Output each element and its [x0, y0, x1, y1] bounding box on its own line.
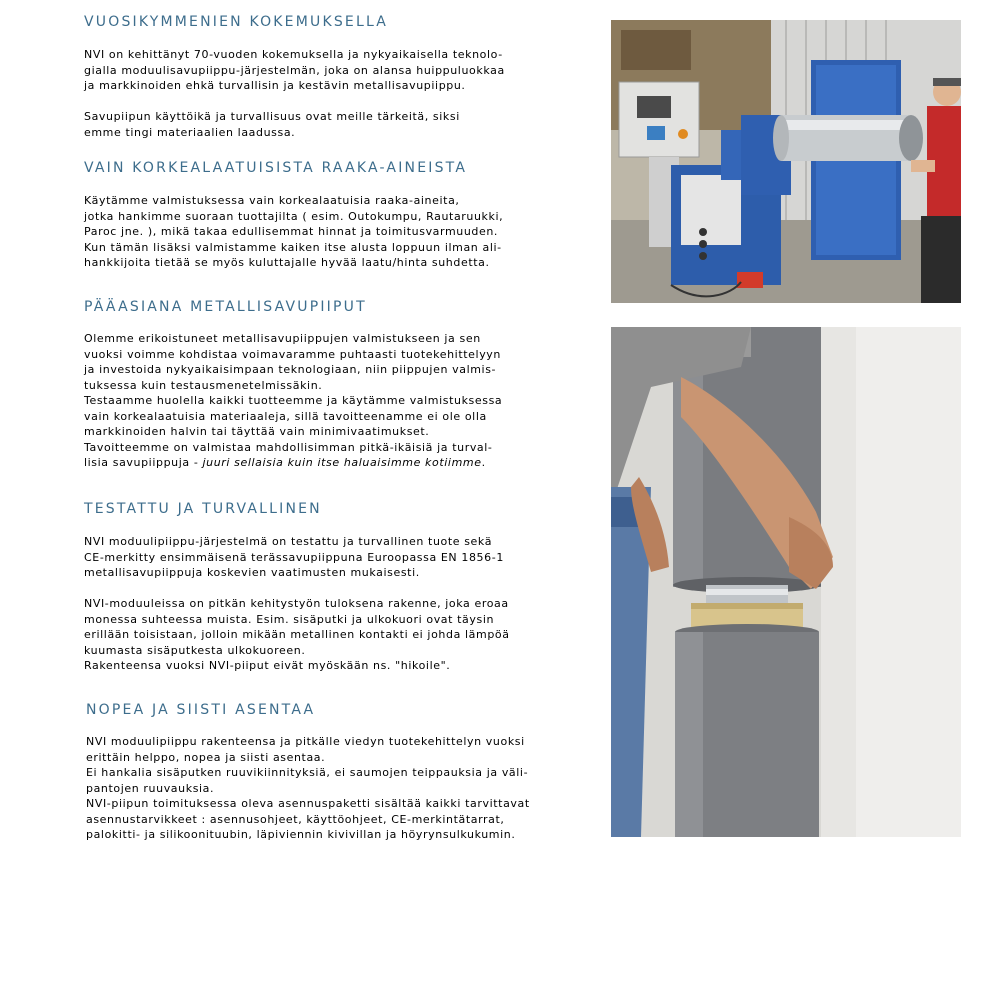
last-line-end: .	[481, 456, 486, 469]
section-paragraph: NVI moduulipiippu-järjestelmä on testattu ja turvallinen tuote sekä CE-merkitty ensimmäisenä terässavupiippuna Euroopassa EN 1856-1 metallisavupiippuja koskevien vaatimusten mukaisesti.	[84, 535, 504, 579]
factory-machine-photo	[611, 20, 961, 303]
section-paragraph: Savupiipun käyttöikä ja turvallisuus ovat meille tärkeitä, siksi emme tingi materiaalien laadussa.	[84, 110, 460, 139]
section-paragraph: NVI moduulipiippu rakenteensa ja pitkälle viedyn tuotekehittelyn vuoksi erittäin helppo, nopea ja siisti asentaa. Ei hankalia sisäputken ruuvikiinnityksiä, ei saumojen teippauksia ja väli- pantojen ruuvauksia. NVI-piipun toimituksessa oleva asennuspaketti sisältää kaikki tarvittavat asennustarvikkeet : asennusohjeet, käyttöohjeet, CE-merkintätarrat, palokitti- ja silikoonituubin, läpiviennin kivivillan ja höyrynsulkukumin.	[86, 735, 530, 841]
section-paragraph: Olemme erikoistuneet metallisavupiippujen valmistukseen ja sen vuoksi voimme kohdistaa voimavaramme puhtaasti tuotekehittelyyn ja investoida nykyaikaisimpaan teknologiaan, niin piippujen valmis- tuksessa kuin testausmenetelmissäkin. Testaamme huolella kaikki tuotteemme ja käytämme valmistuksessa vain korkealaatuisia materiaaleja, sillä tavoitteenamme ei ole olla markkinoiden halvin tai täyttää vain minimivaatimukset. Tavoitteemme on valmistaa mahdollisimman pitkä-ikäisiä ja turval-	[84, 332, 503, 454]
last-line-italic: juuri sellaisia kuin itse haluaisimme kotiimme	[202, 456, 482, 469]
section-paragraph: NVI on kehittänyt 70-vuoden kokemuksella ja nykyaikaisella teknolo- gialla moduulisavupiippu-järjestelmän, joka on alansa huippuluokkaa ja markkinoiden ehkä turvallisin ja kestävin metallisavupiippu.	[84, 48, 505, 92]
section-heading-tested-safe: TESTATTU JA TURVALLINEN	[84, 501, 322, 517]
section-paragraph: NVI-moduuleissa on pitkän kehitystyön tuloksena rakenne, joka eroaa monessa suhteessa muista. Esim. sisäputki ja ulkokuori ovat täysin erillään toisistaan, jolloin mikään metallinen kontakti ei johda lämpöä kuumasta sisäputkesta ulkokuoreen. Rakenteensa vuoksi NVI-piiput eivät myöskään ns. "hikoile".	[84, 597, 510, 672]
section-heading-easy-install: NOPEA JA SIISTI ASENTAA	[86, 702, 316, 718]
section-paragraph-last-line	[84, 455, 486, 471]
section-heading-experience: VUOSIKYMMENIEN KOKEMUKSELLA	[84, 14, 389, 30]
chimney-installation-photo	[611, 327, 961, 837]
section-heading-raw-materials: VAIN KORKEALAATUISISTA RAAKA-AINEISTA	[84, 160, 468, 176]
section-paragraph: Käytämme valmistuksessa vain korkealaatuisia raaka-aineita, jotka hankimme suoraan tuottajilta ( esim. Outokumpu, Rautaruukki, Paroc jne. ), mikä takaa edullisemmat hinnat ja toimitusvarmuuden. Kun tämän lisäksi valmistamme kaiken itse alusta loppuun ilman ali- hankkijoita tietää se myös kuluttajalle hyvää laatu/hinta suhdetta.	[84, 194, 504, 269]
last-line-plain: lisia savupiippuja -	[84, 456, 203, 469]
section-heading-metal-chimneys: PÄÄASIANA METALLISAVUPIIPUT	[84, 299, 367, 315]
